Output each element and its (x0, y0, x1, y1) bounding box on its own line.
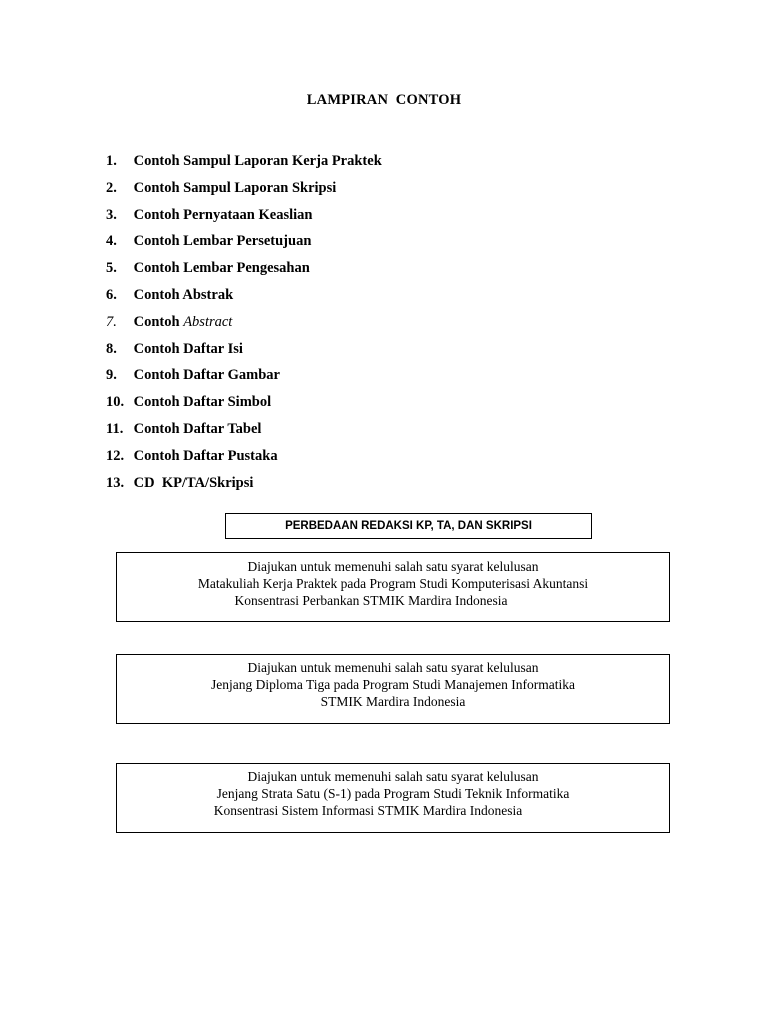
attachment-list (106, 151, 382, 499)
item-number: 10. (106, 394, 125, 411)
list-item (106, 446, 382, 473)
box-line: Matakuliah Kerja Praktek pada Program Studi Komputerisasi Akuntansi (197, 576, 589, 591)
section-heading-box (225, 513, 592, 539)
item-number: 9. (106, 367, 117, 384)
item-label: Contoh Sampul Laporan Skripsi (133, 179, 337, 196)
wording-box-kp (116, 552, 670, 622)
box-line: Jenjang Diploma Tiga pada Program Studi Manajemen Informatika (210, 677, 576, 692)
list-item (106, 258, 382, 285)
item-label: Contoh Lembar Pengesahan (133, 260, 310, 277)
list-item (106, 365, 382, 392)
box-line: STMIK Mardira Indonesia (320, 694, 466, 709)
item-number: 2. (106, 179, 117, 196)
item-number: 7. (106, 313, 117, 330)
list-item (106, 419, 382, 446)
list-item (106, 205, 382, 232)
list-item (106, 312, 382, 339)
item-number: 12. (106, 447, 125, 464)
page-title: LAMPIRAN CONTOH (306, 92, 462, 108)
list-item (106, 339, 382, 366)
item-number: 4. (106, 233, 117, 250)
item-label: Contoh Lembar Persetujuan (133, 233, 312, 250)
box-line: Konsentrasi Perbankan STMIK Mardira Indonesia (234, 593, 508, 608)
list-item (106, 151, 382, 178)
item-label: Contoh Pernyataan Keaslian (133, 206, 313, 223)
item-number: 13. (106, 474, 125, 491)
box-line: Konsentrasi Sistem Informasi STMIK Mardira Indonesia (213, 803, 523, 818)
box-line: Jenjang Strata Satu (S-1) pada Program Studi Teknik Informatika (216, 786, 570, 801)
item-label: Contoh Abstrak (133, 286, 234, 303)
list-item (106, 473, 382, 500)
list-item (106, 392, 382, 419)
item-number: 1. (106, 153, 117, 169)
item-number: 3. (106, 206, 117, 223)
box-line: Diajukan untuk memenuhi salah satu syarat kelulusan (247, 769, 539, 784)
list-item (106, 231, 382, 258)
item-label: Contoh Daftar Tabel (133, 420, 262, 437)
item-label: Contoh Daftar Isi (133, 340, 243, 357)
item-number: 8. (106, 340, 117, 357)
item-number: 5. (106, 260, 117, 277)
box-line: Diajukan untuk memenuhi salah satu syarat kelulusan (247, 559, 539, 574)
wording-box-ta (116, 654, 670, 724)
item-label-italic: Abstract (183, 313, 233, 330)
item-label: Contoh Daftar Gambar (133, 367, 280, 384)
list-item (106, 285, 382, 312)
item-label: Contoh Daftar Simbol (133, 394, 272, 411)
item-number: 6. (106, 286, 117, 303)
item-label: Contoh (133, 313, 180, 330)
list-item (106, 178, 382, 205)
item-label: CD KP/TA/Skripsi (133, 474, 254, 491)
section-heading: PERBEDAAN REDAKSI KP, TA, DAN SKRIPSI (285, 520, 532, 532)
box-line: Diajukan untuk memenuhi salah satu syarat kelulusan (247, 660, 539, 675)
wording-box-skripsi (116, 763, 670, 833)
item-label: Contoh Daftar Pustaka (133, 447, 278, 464)
item-number: 11. (106, 420, 124, 437)
item-label: Contoh Sampul Laporan Kerja Praktek (133, 153, 382, 169)
